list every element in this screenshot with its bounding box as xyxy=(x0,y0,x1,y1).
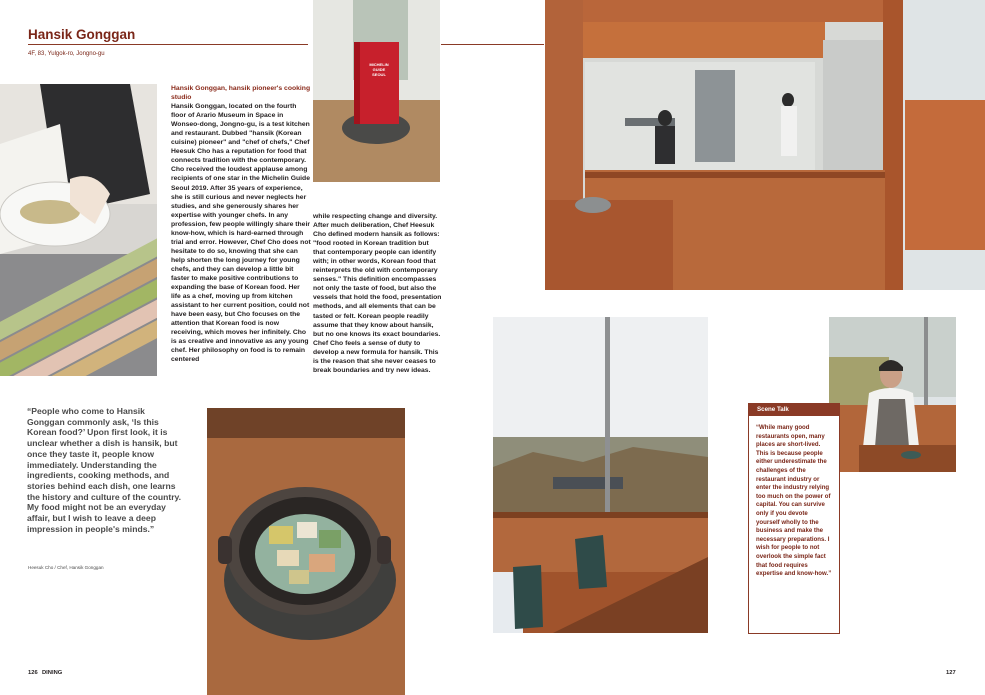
pull-quote: “People who come to Hansik Gonggan commonly ask, ‘Is this Korean food?’ Upon first look, it is unclear whether a dish is hansik, but once they taste it, people know immediately. Understanding the ingredients, cooking methods, and stories behind each dish, one learns the history and culture of the country. My food might not be an everyday affair, but I wish to leave a deep impression in people's minds.” xyxy=(27,406,182,534)
article-column-1-text: Hansik Gonggan, located on the fourth floor of Arario Museum in Space in Wonseo-dong, Jongno-gu, is a test kitchen and restaurant. Dubbed "hansik (Korean cuisine) pioneer" and "chef of chefs," Chef Heesuk Cho has a reputation for food that connects tradition with the contemporary. Cho received the loudest applause among recipients of one star in the Michelin Guide Seoul 2019. After 35 years of experience, she is still curious and never neglects her studies, and she generously shares her expertise with younger chefs. In any profession, few people willingly share their know-how, which is hard-earned through trial and error. However, Chef Cho does not hesitate to do so, knowing that she can help shorten the long journey for young chefs, and they can develop a little bit faster to make positive contributions to expanding the base of Korean food. Her life as a chef, moving up from kitchen assistant to her current position, could not have been easy, but Cho focuses on the attention that Korean food is now receiving, which moves her infinitely. Cho is as creative and innovative as any young chef. Her philosophy on food is to remain centered xyxy=(171,103,311,364)
book-line-3: SEOUL xyxy=(372,72,386,77)
book-line-1: MICHELIN xyxy=(369,62,389,67)
article-column-1 xyxy=(171,84,311,364)
address: 4F, 83, Yulgok-ro, Jongno-gu xyxy=(28,51,105,57)
section-label: DINING xyxy=(42,670,63,676)
article-title: Hansik Gonggan xyxy=(28,27,136,42)
open-kitchen-photo xyxy=(545,0,985,290)
window-illustration xyxy=(493,317,708,633)
title-rule-left xyxy=(28,44,308,45)
kitchen-illustration xyxy=(545,0,985,290)
article-column-2 xyxy=(313,212,443,375)
dining-window-photo xyxy=(493,317,708,633)
chef-plating-illustration xyxy=(0,84,157,376)
quote-attribution: Heesuk Cho / Chef, Hansik Gonggan xyxy=(28,565,104,570)
title-rule-center xyxy=(441,44,544,45)
michelin-guide-photo xyxy=(313,0,440,182)
bowl-dish-photo xyxy=(207,408,405,695)
chef-plating-photo xyxy=(0,84,157,376)
book-cover-text xyxy=(361,62,397,77)
scene-talk-text: “While many good restaurants open, many places are short-lived. This is because people either underestimate the challenges of the restaurant industry or enter the industry relying too much on the power of capital. You can survive only if you devote yourself wholly to the business and make the necessary preparations. I wish for people to not overlook the simple fact that food requires expertise and know-how.” xyxy=(756,424,832,578)
left-page-number: 126 xyxy=(28,670,38,676)
article-column-2-text: while respecting change and diversity. After much deliberation, Chef Heesuk Cho defined modern hansik as follows: "food rooted in Korean tradition but that contemporary people can identify with; in other words, Korean food that reinterprets the old with contemporary senses." This definition encompasses not only the taste of food, but also the vessels that hold the food, presentation methods, and all elements that can be tasted or felt. Korean people readily assume that they know about hansik, but no one knows its exact boundaries. Chef Cho feels a sense of duty to develop a new formula for hansik. This is the reason that she never ceases to break boundaries and try new ideas. xyxy=(313,213,442,374)
michelin-book-illustration xyxy=(313,0,440,182)
chef-portrait-photo xyxy=(829,317,956,472)
scene-talk-box xyxy=(748,403,840,634)
portrait-illustration xyxy=(829,317,956,472)
scene-talk-label: Scene Talk xyxy=(749,404,839,416)
book-line-2: GUIDE xyxy=(372,67,386,72)
right-page-number: 127 xyxy=(946,670,956,676)
article-subhead: Hansik Gonggan, hansik pioneer's cooking studio xyxy=(171,85,311,102)
bowl-illustration xyxy=(207,408,405,695)
